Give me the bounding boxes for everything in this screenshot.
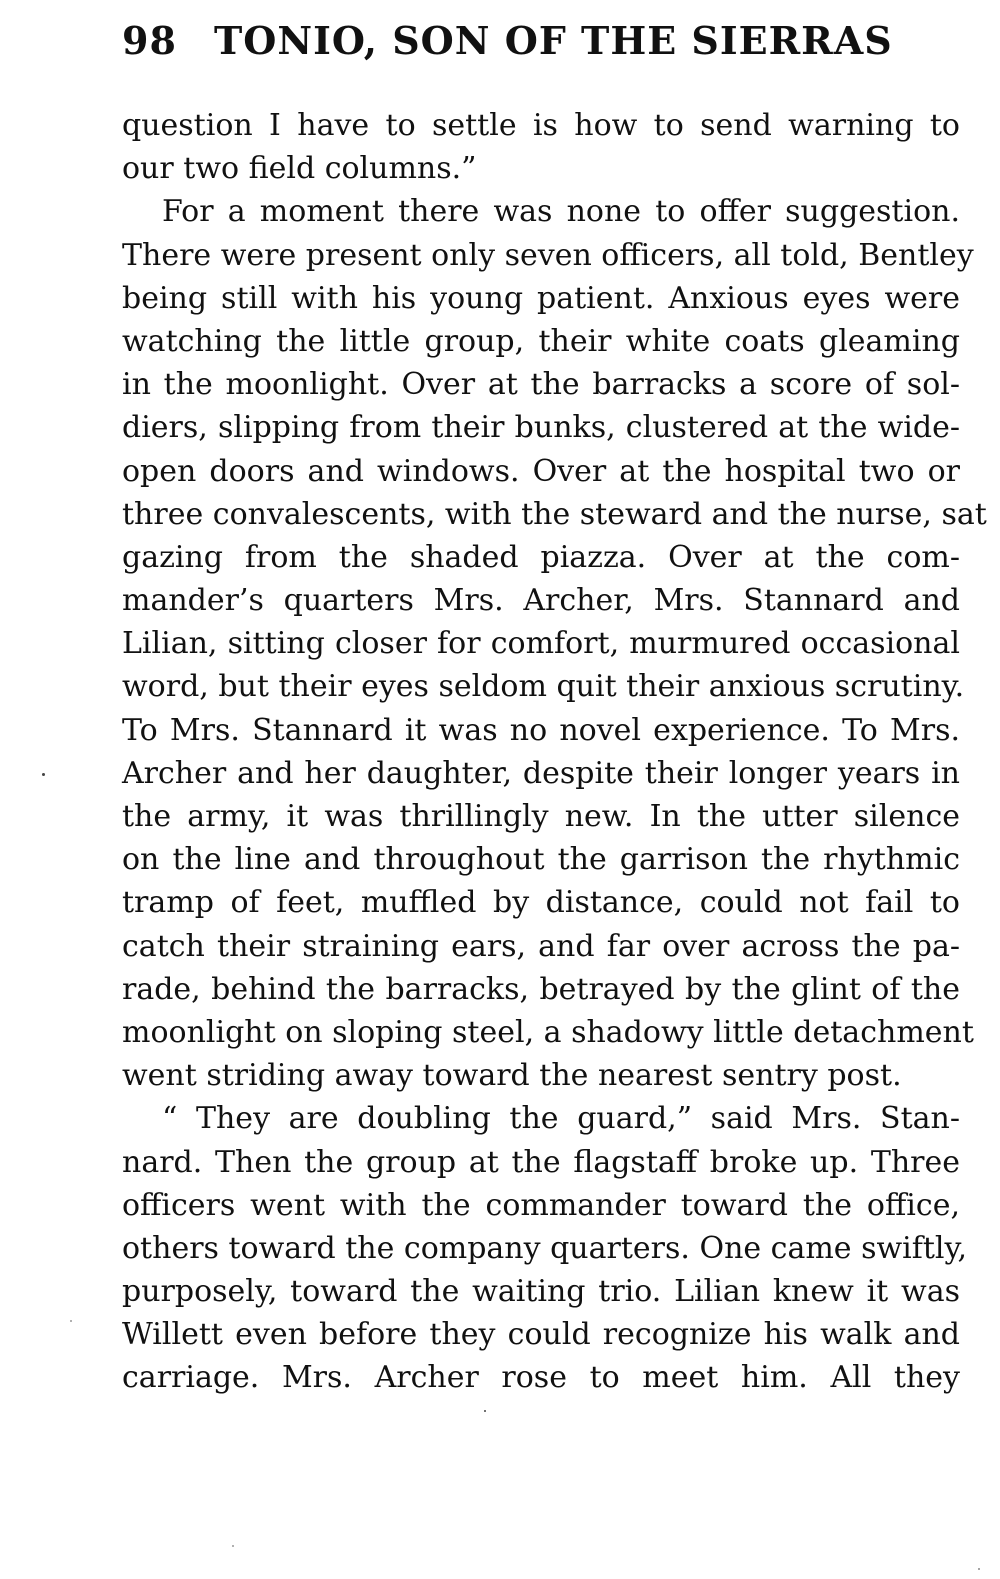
- text-line: on the line and throughout the garrison the rhythmic: [122, 842, 960, 878]
- text-line: purposely, toward the waiting trio. Lilian knew it was: [122, 1274, 960, 1310]
- text-line: watching the little group, their white coats gleaming: [122, 323, 960, 359]
- scan-speck: [232, 1545, 234, 1547]
- text-line: being still with his young patient. Anxious eyes were: [122, 280, 960, 316]
- text-line: moonlight on sloping steel, a shadowy little detachment: [122, 1014, 974, 1050]
- text-line: “ They are doubling the guard,” said Mrs. Stan-: [162, 1101, 960, 1137]
- text-line: nard. Then the group at the flagstaff broke up. Three: [122, 1144, 960, 1180]
- book-title: TONIO, SON OF THE SIERRAS: [214, 18, 893, 63]
- scan-speck: [42, 773, 45, 776]
- scan-speck: [70, 1320, 72, 1322]
- text-line: officers went with the commander toward the office,: [122, 1187, 960, 1223]
- text-line: the army, it was thrillingly new. In the utter silence: [122, 799, 960, 834]
- text-line: open doors and windows. Over at the hospital two or: [122, 453, 960, 489]
- text-line: There were present only seven officers, all told, Bentley: [122, 237, 974, 273]
- text-line: carriage. Mrs. Archer rose to meet him. All they: [122, 1360, 960, 1396]
- text-line: word, but their eyes seldom quit their anxious scrutiny.: [122, 669, 965, 705]
- text-line: Archer and her daughter, despite their longer years in: [122, 755, 960, 791]
- text-line: tramp of feet, muffled by distance, could not fail to: [122, 885, 960, 921]
- scan-speck: [978, 1568, 980, 1570]
- text-line: question I have to settle is how to send warning to: [122, 108, 960, 143]
- text-line: in the moonlight. Over at the barracks a score of sol-: [122, 367, 960, 403]
- text-line: Willett even before they could recognize his walk and: [122, 1317, 960, 1353]
- body-text: [122, 104, 987, 1400]
- text-line: To Mrs. Stannard it was no novel experience. To Mrs.: [122, 712, 960, 748]
- text-line: catch their straining ears, and far over across the pa-: [122, 928, 960, 964]
- text-line: mander’s quarters Mrs. Archer, Mrs. Stannard and: [122, 583, 960, 619]
- text-line: For a moment there was none to offer suggestion.: [162, 194, 960, 230]
- text-line: Lilian, sitting closer for comfort, murmured occasional: [122, 626, 960, 662]
- text-line: rade, behind the barracks, betrayed by the glint of the: [122, 971, 960, 1007]
- text-line: diers, slipping from their bunks, clustered at the wide-: [122, 410, 960, 446]
- text-line: our two field columns.”: [122, 151, 477, 187]
- text-line: others toward the company quarters. One came swiftly,: [122, 1230, 968, 1266]
- text-line: gazing from the shaded piazza. Over at the com-: [122, 539, 960, 575]
- page-number: 98: [122, 18, 177, 63]
- text-line: three convalescents, with the steward and the nurse, sat: [122, 496, 987, 532]
- text-line: went striding away toward the nearest sentry post.: [122, 1058, 902, 1094]
- running-header: [122, 18, 893, 66]
- scan-speck: [484, 1410, 486, 1412]
